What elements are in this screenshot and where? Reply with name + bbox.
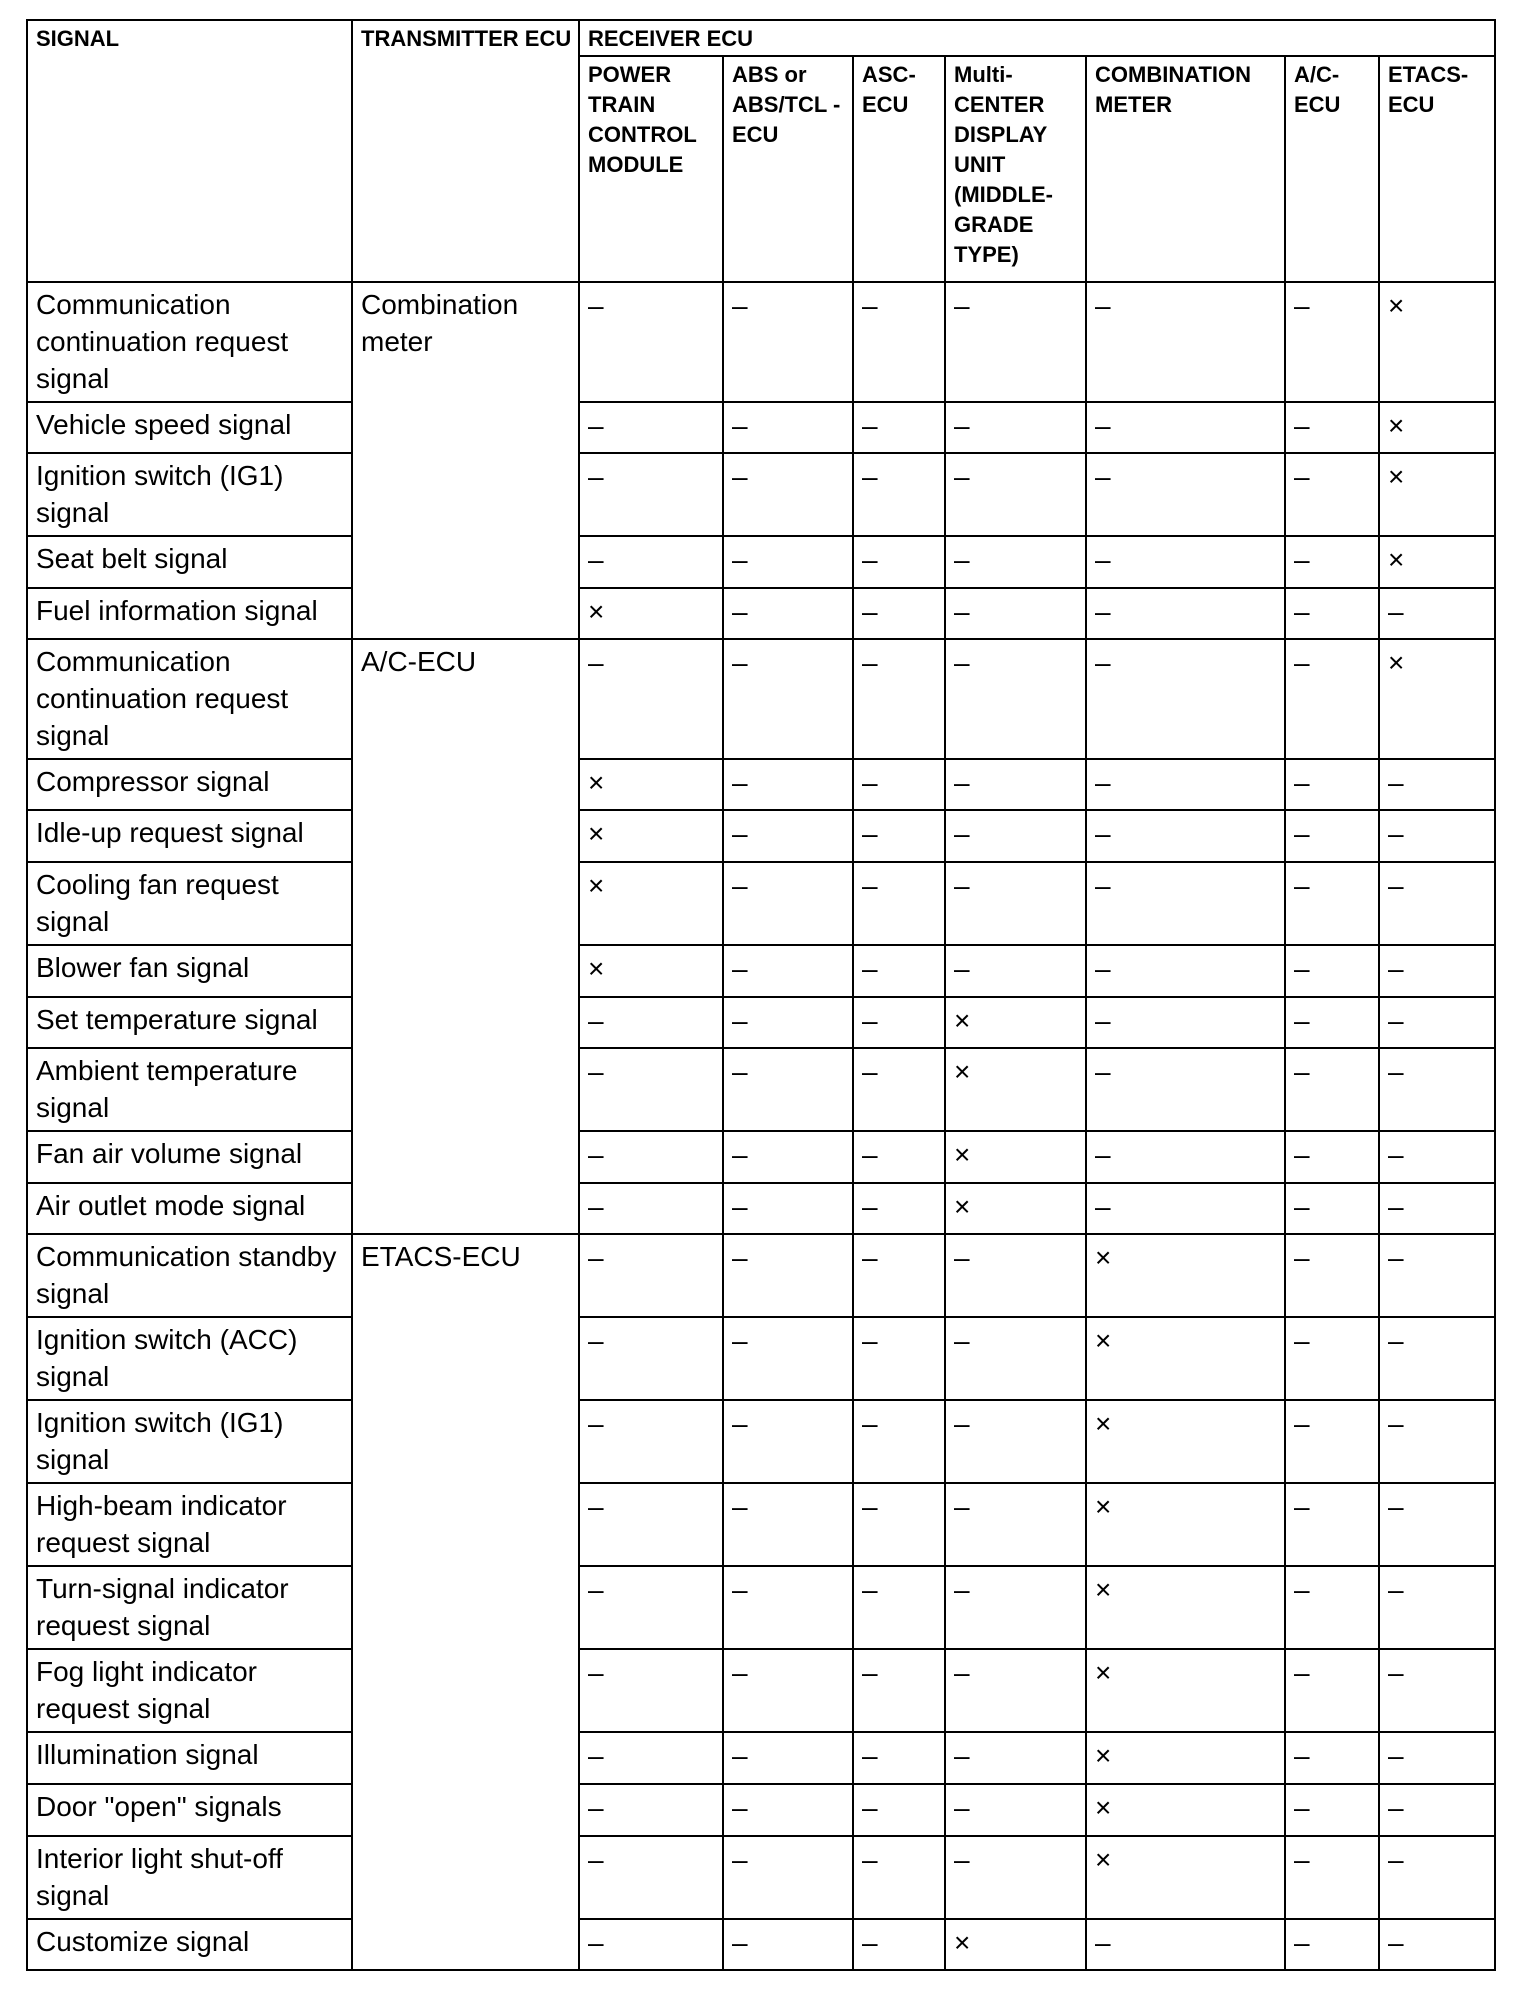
signal-name: Ambient temperature signal	[27, 1048, 352, 1131]
table-row	[27, 1649, 1495, 1732]
receiver-mark: –	[1086, 1048, 1285, 1131]
table-row	[27, 1048, 1495, 1131]
receiver-mark: –	[853, 1566, 945, 1649]
receiver-mark: –	[579, 997, 723, 1048]
receiver-mark: –	[1285, 1784, 1379, 1836]
receiver-mark: –	[853, 1784, 945, 1836]
receiver-mark: –	[1086, 639, 1285, 759]
receiver-mark: –	[723, 1919, 853, 1970]
receiver-mark: –	[1285, 282, 1379, 402]
signal-name: Cooling fan request signal	[27, 862, 352, 945]
receiver-mark: –	[1285, 997, 1379, 1048]
receiver-mark: –	[723, 536, 853, 588]
receiver-mark: ×	[945, 1183, 1086, 1234]
receiver-mark: –	[1379, 862, 1495, 945]
receiver-mark: –	[579, 1483, 723, 1566]
receiver-mark: –	[579, 1183, 723, 1234]
receiver-mark: –	[1285, 453, 1379, 536]
receiver-mark: –	[945, 453, 1086, 536]
receiver-mark: –	[579, 1649, 723, 1732]
receiver-mark: –	[1285, 1234, 1379, 1317]
receiver-mark: –	[579, 1400, 723, 1483]
receiver-mark: –	[723, 1131, 853, 1183]
receiver-mark: –	[945, 862, 1086, 945]
table-row	[27, 402, 1495, 453]
table-row	[27, 1483, 1495, 1566]
receiver-mark: –	[1379, 997, 1495, 1048]
receiver-mark: –	[853, 1183, 945, 1234]
header-receiver-ac: A/C- ECU	[1285, 56, 1379, 282]
receiver-mark: ×	[1086, 1784, 1285, 1836]
receiver-mark: –	[1285, 1732, 1379, 1784]
receiver-mark: –	[1379, 1183, 1495, 1234]
receiver-mark: ×	[579, 588, 723, 639]
transmitter-ecu: A/C-ECU	[352, 639, 579, 1234]
table-row	[27, 1234, 1495, 1317]
receiver-mark: –	[579, 1836, 723, 1919]
receiver-mark: –	[945, 1784, 1086, 1836]
receiver-mark: –	[853, 1919, 945, 1970]
receiver-mark: –	[945, 402, 1086, 453]
signal-name: Set temperature signal	[27, 997, 352, 1048]
receiver-mark: –	[1285, 1566, 1379, 1649]
receiver-mark: –	[945, 536, 1086, 588]
receiver-mark: –	[1086, 1131, 1285, 1183]
receiver-mark: –	[1086, 862, 1285, 945]
receiver-mark: ×	[1086, 1566, 1285, 1649]
receiver-mark: ×	[1086, 1234, 1285, 1317]
receiver-mark: ×	[945, 1131, 1086, 1183]
table-row	[27, 1131, 1495, 1183]
receiver-mark: –	[1285, 862, 1379, 945]
signal-name: Fan air volume signal	[27, 1131, 352, 1183]
receiver-mark: –	[1285, 1131, 1379, 1183]
receiver-mark: –	[853, 1400, 945, 1483]
receiver-mark: ×	[1379, 402, 1495, 453]
receiver-mark: ×	[579, 945, 723, 997]
header-receiver-display: Multi- CENTER DISPLAY UNIT (MIDDLE- GRADE TYPE)	[945, 56, 1086, 282]
receiver-mark: –	[723, 862, 853, 945]
receiver-mark: –	[853, 639, 945, 759]
receiver-mark: –	[1285, 1183, 1379, 1234]
receiver-mark: –	[723, 759, 853, 810]
table-row	[27, 588, 1495, 639]
receiver-mark: –	[853, 1317, 945, 1400]
receiver-mark: –	[1379, 1919, 1495, 1970]
signal-name: Air outlet mode signal	[27, 1183, 352, 1234]
table-body	[27, 282, 1495, 1970]
receiver-mark: –	[945, 1483, 1086, 1566]
receiver-mark: –	[1379, 945, 1495, 997]
receiver-mark: –	[579, 536, 723, 588]
receiver-mark: –	[945, 945, 1086, 997]
receiver-mark: –	[945, 1317, 1086, 1400]
receiver-mark: ×	[579, 759, 723, 810]
receiver-mark: –	[723, 1048, 853, 1131]
receiver-mark: –	[579, 1784, 723, 1836]
receiver-mark: –	[579, 639, 723, 759]
receiver-mark: –	[1379, 1317, 1495, 1400]
receiver-mark: –	[1086, 997, 1285, 1048]
signal-name: Turn-signal indicator request signal	[27, 1566, 352, 1649]
receiver-mark: ×	[945, 1919, 1086, 1970]
receiver-mark: –	[1379, 1234, 1495, 1317]
signal-name: Communication standby signal	[27, 1234, 352, 1317]
receiver-mark: –	[1285, 1836, 1379, 1919]
receiver-mark: –	[853, 536, 945, 588]
header-receiver-ecu: RECEIVER ECU	[579, 20, 1495, 56]
receiver-mark: –	[723, 1234, 853, 1317]
receiver-mark: –	[1379, 810, 1495, 862]
receiver-mark: –	[1086, 282, 1285, 402]
header-receiver-etacs: ETACS- ECU	[1379, 56, 1495, 282]
table-row	[27, 453, 1495, 536]
table-row	[27, 1566, 1495, 1649]
table-row	[27, 997, 1495, 1048]
receiver-mark: –	[945, 282, 1086, 402]
header-receiver-combination-meter: COMBINATION METER	[1086, 56, 1285, 282]
receiver-mark: –	[853, 1483, 945, 1566]
receiver-mark: –	[723, 1183, 853, 1234]
receiver-mark: ×	[1086, 1483, 1285, 1566]
receiver-mark: –	[853, 1649, 945, 1732]
receiver-mark: –	[723, 1649, 853, 1732]
signal-name: Customize signal	[27, 1919, 352, 1970]
receiver-mark: –	[1285, 1483, 1379, 1566]
receiver-mark: ×	[1379, 639, 1495, 759]
receiver-mark: –	[853, 945, 945, 997]
receiver-mark: –	[945, 1400, 1086, 1483]
receiver-mark: –	[945, 759, 1086, 810]
signal-name: Compressor signal	[27, 759, 352, 810]
header-receiver-abs: ABS or ABS/TCL -ECU	[723, 56, 853, 282]
receiver-mark: –	[1379, 1732, 1495, 1784]
receiver-mark: –	[1379, 1649, 1495, 1732]
transmitter-ecu: Combination meter	[352, 282, 579, 639]
table-row	[27, 282, 1495, 402]
table-row	[27, 1919, 1495, 1970]
receiver-mark: –	[1086, 402, 1285, 453]
receiver-mark: –	[579, 1131, 723, 1183]
receiver-mark: –	[723, 810, 853, 862]
receiver-mark: –	[723, 1483, 853, 1566]
receiver-mark: –	[1086, 536, 1285, 588]
signal-name: Communication continuation request signal	[27, 282, 352, 402]
signal-name: Vehicle speed signal	[27, 402, 352, 453]
receiver-mark: –	[579, 1732, 723, 1784]
receiver-mark: –	[853, 810, 945, 862]
receiver-mark: –	[723, 945, 853, 997]
signal-name: Blower fan signal	[27, 945, 352, 997]
receiver-mark: –	[945, 588, 1086, 639]
receiver-mark: –	[579, 453, 723, 536]
table-row	[27, 1732, 1495, 1784]
receiver-mark: –	[723, 282, 853, 402]
receiver-mark: –	[1379, 759, 1495, 810]
receiver-mark: –	[853, 1836, 945, 1919]
receiver-mark: –	[945, 810, 1086, 862]
receiver-mark: –	[1086, 759, 1285, 810]
receiver-mark: –	[1086, 945, 1285, 997]
table-row	[27, 639, 1495, 759]
receiver-mark: –	[1285, 536, 1379, 588]
receiver-mark: –	[853, 759, 945, 810]
receiver-mark: –	[579, 1317, 723, 1400]
receiver-mark: –	[1379, 1784, 1495, 1836]
receiver-mark: –	[945, 1836, 1086, 1919]
receiver-mark: –	[579, 402, 723, 453]
receiver-mark: ×	[1086, 1732, 1285, 1784]
receiver-mark: –	[1285, 402, 1379, 453]
header-receiver-powertrain: POWER TRAIN CONTROL MODULE	[579, 56, 723, 282]
table-row	[27, 810, 1495, 862]
receiver-mark: ×	[1086, 1836, 1285, 1919]
receiver-mark: –	[723, 997, 853, 1048]
receiver-mark: –	[1285, 639, 1379, 759]
receiver-mark: –	[723, 1836, 853, 1919]
receiver-mark: –	[1285, 945, 1379, 997]
receiver-mark: ×	[1379, 536, 1495, 588]
receiver-mark: –	[1086, 453, 1285, 536]
receiver-mark: –	[853, 1048, 945, 1131]
signal-name: High-beam indicator request signal	[27, 1483, 352, 1566]
receiver-mark: –	[945, 1732, 1086, 1784]
receiver-mark: –	[945, 1234, 1086, 1317]
receiver-mark: –	[1285, 1400, 1379, 1483]
receiver-mark: –	[853, 453, 945, 536]
receiver-mark: –	[723, 588, 853, 639]
receiver-mark: –	[853, 588, 945, 639]
signal-name: Communication continuation request signal	[27, 639, 352, 759]
receiver-mark: –	[579, 1048, 723, 1131]
table-row	[27, 536, 1495, 588]
signal-table	[26, 19, 1496, 1971]
receiver-mark: –	[853, 997, 945, 1048]
receiver-mark: –	[853, 402, 945, 453]
receiver-mark: –	[1285, 588, 1379, 639]
receiver-mark: ×	[1379, 282, 1495, 402]
receiver-mark: –	[1285, 1317, 1379, 1400]
receiver-mark: –	[723, 1566, 853, 1649]
table-row	[27, 1836, 1495, 1919]
signal-name: Fuel information signal	[27, 588, 352, 639]
receiver-mark: –	[1285, 1649, 1379, 1732]
receiver-mark: –	[1379, 1836, 1495, 1919]
receiver-mark: –	[1285, 1919, 1379, 1970]
receiver-mark: –	[1379, 1400, 1495, 1483]
receiver-mark: –	[579, 1234, 723, 1317]
receiver-mark: ×	[579, 862, 723, 945]
receiver-mark: –	[723, 1732, 853, 1784]
receiver-mark: –	[1285, 1048, 1379, 1131]
table-row	[27, 862, 1495, 945]
receiver-mark: –	[1379, 1048, 1495, 1131]
signal-name: Door "open" signals	[27, 1784, 352, 1836]
receiver-mark: –	[1285, 759, 1379, 810]
receiver-mark: –	[579, 282, 723, 402]
receiver-mark: –	[579, 1566, 723, 1649]
receiver-mark: –	[1086, 588, 1285, 639]
signal-name: Fog light indicator request signal	[27, 1649, 352, 1732]
table-row	[27, 945, 1495, 997]
receiver-mark: –	[723, 1400, 853, 1483]
signal-name: Ignition switch (IG1) signal	[27, 1400, 352, 1483]
signal-name: Ignition switch (ACC) signal	[27, 1317, 352, 1400]
signal-name: Illumination signal	[27, 1732, 352, 1784]
receiver-mark: ×	[1379, 453, 1495, 536]
receiver-mark: ×	[1086, 1317, 1285, 1400]
receiver-mark: –	[1086, 810, 1285, 862]
receiver-mark: –	[945, 639, 1086, 759]
receiver-mark: –	[1379, 1566, 1495, 1649]
table-row	[27, 1317, 1495, 1400]
receiver-mark: –	[945, 1566, 1086, 1649]
table-row	[27, 1784, 1495, 1836]
receiver-mark: –	[853, 1732, 945, 1784]
transmitter-ecu: ETACS-ECU	[352, 1234, 579, 1970]
receiver-mark: –	[1379, 588, 1495, 639]
receiver-mark: –	[723, 453, 853, 536]
receiver-mark: ×	[579, 810, 723, 862]
receiver-mark: ×	[1086, 1400, 1285, 1483]
receiver-mark: ×	[945, 997, 1086, 1048]
receiver-mark: –	[723, 639, 853, 759]
receiver-mark: –	[945, 1649, 1086, 1732]
signal-name: Ignition switch (IG1) signal	[27, 453, 352, 536]
header-signal: SIGNAL	[27, 20, 352, 282]
receiver-mark: –	[1379, 1131, 1495, 1183]
table-row	[27, 1183, 1495, 1234]
signal-name: Idle-up request signal	[27, 810, 352, 862]
signal-name: Interior light shut-off signal	[27, 1836, 352, 1919]
table-row	[27, 1400, 1495, 1483]
receiver-mark: –	[1086, 1183, 1285, 1234]
header-receiver-asc: ASC- ECU	[853, 56, 945, 282]
table-row	[27, 759, 1495, 810]
receiver-mark: –	[723, 402, 853, 453]
receiver-mark: ×	[1086, 1649, 1285, 1732]
receiver-mark: ×	[945, 1048, 1086, 1131]
signal-name: Seat belt signal	[27, 536, 352, 588]
receiver-mark: –	[853, 862, 945, 945]
receiver-mark: –	[1285, 810, 1379, 862]
receiver-mark: –	[579, 1919, 723, 1970]
receiver-mark: –	[853, 1131, 945, 1183]
header-transmitter-ecu: TRANSMITTER ECU	[352, 20, 579, 282]
receiver-mark: –	[853, 282, 945, 402]
receiver-mark: –	[723, 1317, 853, 1400]
receiver-mark: –	[853, 1234, 945, 1317]
receiver-mark: –	[723, 1784, 853, 1836]
receiver-mark: –	[1086, 1919, 1285, 1970]
receiver-mark: –	[1379, 1483, 1495, 1566]
